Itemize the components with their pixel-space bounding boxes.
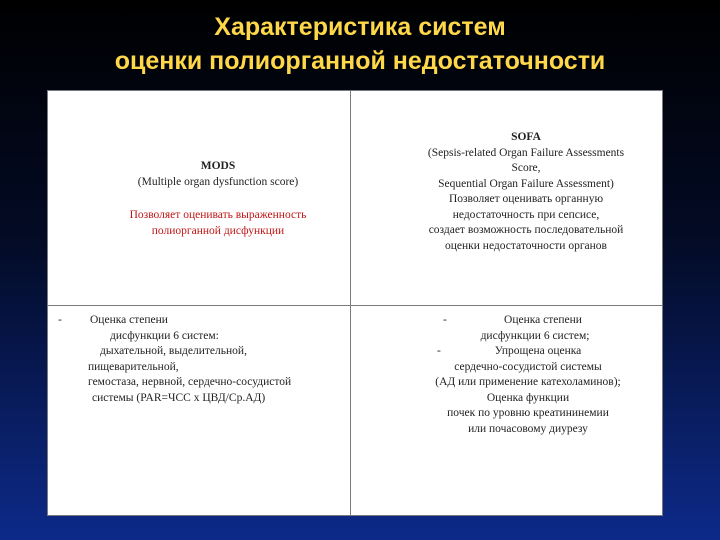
sofa-detail-line-4: сердечно-сосудистой системы — [454, 360, 602, 373]
sofa-bullet-1: - — [443, 314, 447, 326]
sofa-description-line-1: Позволяет оценивать органную — [448, 193, 604, 205]
mods-detail-line-5: гемостаза, нервной, сердечно-сосудистой — [88, 376, 292, 388]
sofa-bullet-2: - — [437, 345, 441, 357]
mods-detail-line-4: пищеварительной, — [88, 360, 179, 373]
mods-detail-line-6: системы (PAR=ЧСС х ЦВД/Ср.АД) — [92, 391, 266, 404]
mods-description-line-1: Позволяет оценивать выраженность — [129, 209, 307, 221]
mods-detail-line-2: дисфункции 6 систем: — [110, 329, 219, 342]
sofa-name: SOFA — [511, 131, 541, 143]
sofa-detail-line-2: дисфункции 6 систем; — [480, 329, 590, 342]
sofa-header-cell — [378, 130, 674, 254]
mods-name: MODS — [200, 160, 236, 172]
mods-header-cell — [88, 159, 348, 239]
mods-bullet: - — [58, 314, 62, 326]
sofa-detail-line-7: почек по уровню креатининемии — [447, 407, 609, 419]
mods-details-cell — [48, 313, 350, 503]
sofa-detail-line-6: Оценка функции — [486, 391, 570, 404]
sofa-description-line-3: создает возможность последовательной — [428, 224, 624, 236]
sofa-detail-line-1: Оценка степени — [504, 314, 582, 326]
sofa-detail-line-8: или почасовому диурезу — [468, 422, 588, 435]
mods-detail-line-1: Оценка степени — [90, 314, 168, 326]
column-divider — [350, 91, 351, 515]
sofa-details-cell — [378, 313, 678, 437]
sofa-detail-line-3: Упрощена оценка — [494, 345, 582, 357]
mods-full-name: (Multiple organ dysfunction score) — [137, 175, 299, 188]
title-line-2: оценки полиорганной недостаточности — [114, 47, 606, 75]
sofa-full-name-line-3: Sequential Organ Failure Assessment) — [438, 177, 614, 190]
sofa-description-line-4: оценки недостаточности органов — [445, 239, 607, 252]
sofa-detail-line-5: (АД или применение катехоламинов); — [435, 376, 621, 388]
sofa-full-name-line-2: Score, — [511, 162, 541, 174]
row-divider — [48, 305, 662, 306]
sofa-full-name-line-1: (Sepsis-related Organ Failure Assessments — [427, 146, 625, 159]
sofa-description-line-2: недостаточность при сепсисе, — [452, 208, 600, 221]
mods-description-line-2: полиорганной дисфункции — [151, 224, 285, 237]
comparison-table — [47, 90, 663, 516]
title-line-1: Характеристика систем — [214, 13, 506, 41]
mods-detail-line-3: дыхательной, выделительной, — [100, 345, 247, 357]
slide-title — [0, 10, 720, 78]
